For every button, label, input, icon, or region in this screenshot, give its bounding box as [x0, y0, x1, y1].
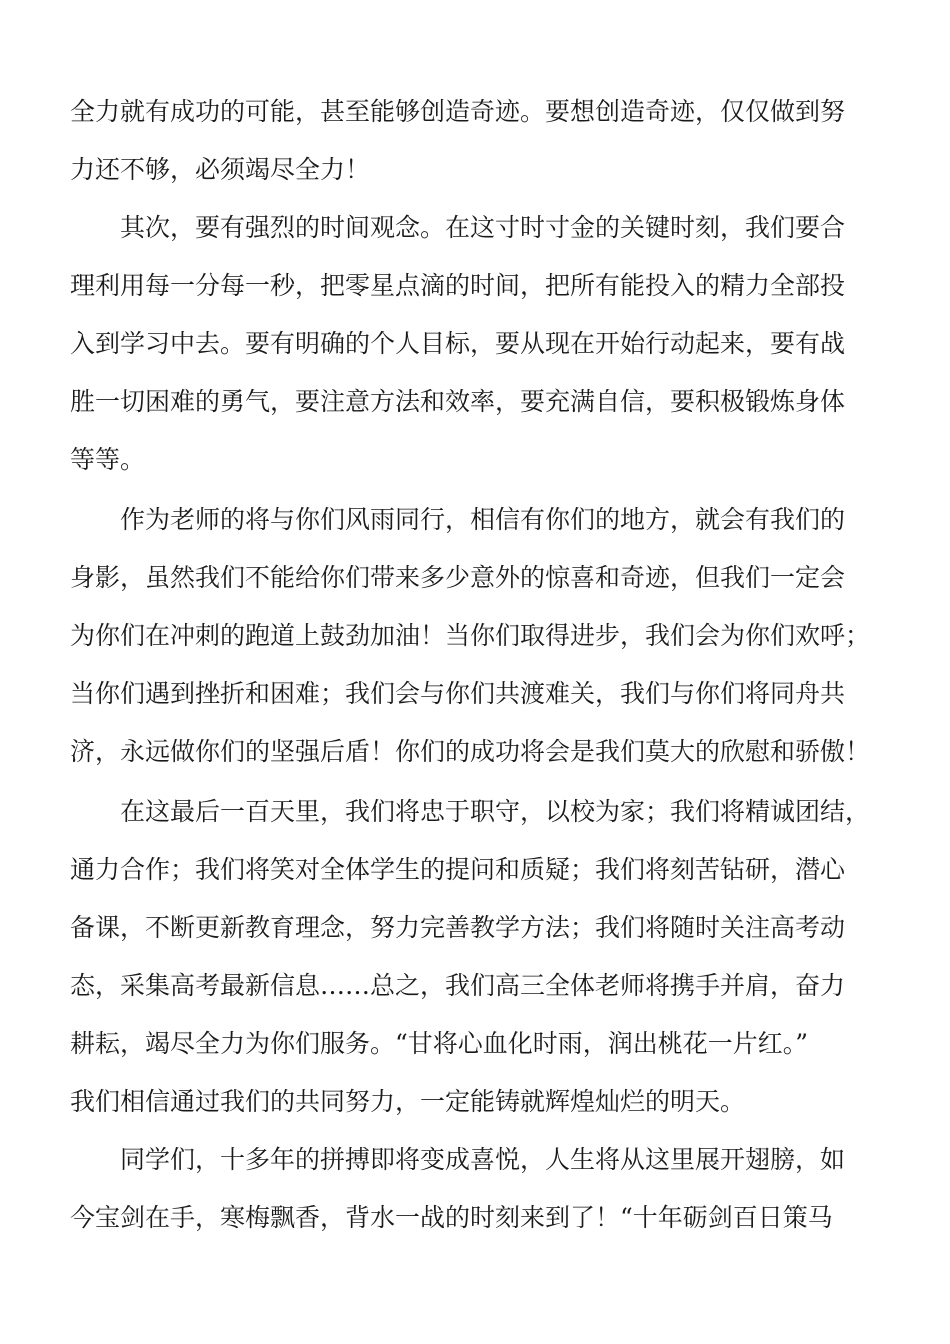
- text-line: 态，采集高考最新信息……总之，我们高三全体老师将携手并肩，奋力: [70, 971, 846, 1000]
- text-line: 耕耘，竭尽全力为你们服务。“甘将心血化时雨，润出桃花一片红。”: [70, 1029, 809, 1058]
- text-line: 全力就有成功的可能，甚至能够创造奇迹。要想创造奇迹，仅仅做到努: [70, 97, 846, 126]
- text-line: 济，永远做你们的坚强后盾！你们的成功将会是我们莫大的欣慰和骄傲！: [70, 737, 871, 766]
- text-line: 胜一切困难的勇气，要注意方法和效率，要充满自信，要积极锻炼身体: [70, 387, 846, 416]
- text-line: 通力合作；我们将笑对全体学生的提问和质疑；我们将刻苦钻研，潜心: [70, 855, 846, 884]
- text-line: 备课，不断更新教育理念，努力完善教学方法；我们将随时关注高考动: [70, 913, 846, 942]
- text-line: 我们相信通过我们的共同努力，一定能铸就辉煌灿烂的明天。: [70, 1087, 746, 1116]
- text-line: 理利用每一分每一秒，把零星点滴的时间，把所有能投入的精力全部投: [70, 271, 846, 300]
- text-line: 当你们遇到挫折和困难；我们会与你们共渡难关，我们与你们将同舟共: [70, 679, 846, 708]
- paragraph-first-line: 作为老师的将与你们风雨同行，相信有你们的地方，就会有我们的: [120, 505, 846, 534]
- paragraph-first-line: 其次，要有强烈的时间观念。在这寸时寸金的关键时刻，我们要合: [120, 213, 846, 242]
- paragraph-first-line: 同学们，十多年的拼搏即将变成喜悦，人生将从这里展开翅膀，如: [120, 1145, 846, 1174]
- text-line: 入到学习中去。要有明确的个人目标，要从现在开始行动起来，要有战: [70, 329, 846, 358]
- text-line: 等等。: [70, 445, 146, 474]
- text-line: 今宝剑在手，寒梅飘香，背水一战的时刻来到了！“十年砺剑百日策马: [70, 1203, 833, 1232]
- paragraph-first-line: 在这最后一百天里，我们将忠于职守，以校为家；我们将精诚团结，: [120, 797, 871, 826]
- text-line: 身影，虽然我们不能给你们带来多少意外的惊喜和奇迹，但我们一定会: [70, 563, 846, 592]
- text-line: 为你们在冲刺的跑道上鼓劲加油！当你们取得进步，我们会为你们欢呼；: [70, 621, 871, 650]
- text-line: 力还不够，必须竭尽全力！: [70, 155, 371, 184]
